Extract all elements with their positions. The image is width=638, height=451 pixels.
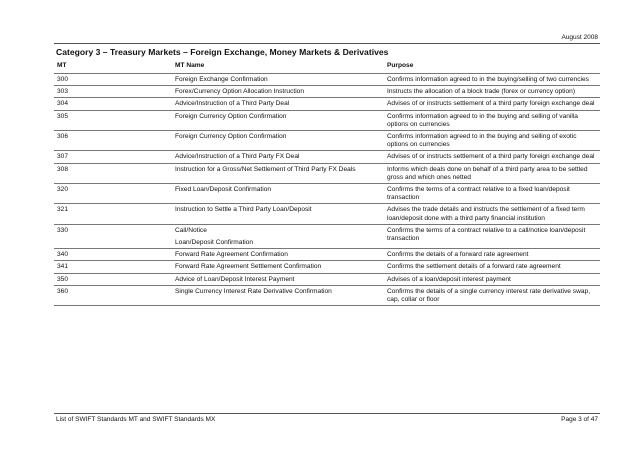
mt-purpose: Confirms the details of a single currency interest rate derivative swap, cap, collar or floor: [384, 285, 600, 305]
mt-name-line: Foreign Currency Option Confirmation: [175, 133, 287, 141]
mt-code: 340: [54, 249, 172, 261]
mt-code: 320: [54, 184, 172, 204]
mt-name-line: Forward Rate Agreement Settlement Confirmation: [175, 263, 322, 271]
mt-code: 300: [54, 74, 172, 86]
mt-code: 306: [54, 131, 172, 151]
document-date: August 2008: [561, 34, 598, 41]
mt-name-line: Loan/Deposit Confirmation: [175, 239, 254, 247]
mt-code: 307: [54, 151, 172, 163]
table-row: [54, 204, 600, 224]
table-row: [54, 151, 600, 163]
mt-name: [172, 98, 384, 110]
mt-name-line: Instruction for a Gross/Net Settlement of Third Party FX Deals: [175, 165, 356, 173]
table-row: [54, 184, 600, 204]
mt-name: [172, 163, 384, 183]
header-mt-name: MT Name: [172, 60, 384, 74]
mt-name: [172, 273, 384, 285]
table-row: [54, 98, 600, 110]
mt-name-line: Advice/Instruction of a Third Party FX Deal: [175, 153, 300, 161]
mt-purpose: Advises of a loan/deposit interest payment: [384, 273, 600, 285]
mt-code: 308: [54, 163, 172, 183]
mt-name: [172, 131, 384, 151]
mt-name: [172, 86, 384, 98]
header-mt: MT: [54, 60, 172, 74]
mt-name-line: Advice/Instruction of a Third Party Deal: [175, 100, 290, 108]
table-row: [54, 224, 600, 248]
mt-name-line: Fixed Loan/Deposit Confirmation: [175, 186, 272, 194]
mt-purpose: Confirms information agreed to in the buying/selling of two currencies: [384, 74, 600, 86]
mt-code: 321: [54, 204, 172, 224]
mt-name: [172, 285, 384, 305]
mt-purpose: Advises the trade details and instructs the settlement of a fixed term loan/deposit done with a third party financial institution: [384, 204, 600, 224]
mt-table: [54, 60, 600, 306]
mt-purpose: Confirms the details of a forward rate agreement: [384, 249, 600, 261]
table-row: [54, 273, 600, 285]
mt-name-line: Foreign Exchange Confirmation: [175, 76, 268, 83]
mt-purpose: Informs which deals done on behalf of a third party area to be settled gross and which ones netted: [384, 163, 600, 183]
table-row: [54, 261, 600, 273]
mt-code: 304: [54, 98, 172, 110]
mt-purpose: Confirms the terms of a contract relative to a fixed loan/deposit transaction: [384, 184, 600, 204]
header-purpose: Purpose: [384, 60, 600, 74]
table-row: [54, 285, 600, 305]
mt-code: 303: [54, 86, 172, 98]
mt-name: [172, 151, 384, 163]
table-row: [54, 249, 600, 261]
mt-purpose: Advises of or instructs settlement of a third party foreign exchange deal: [384, 151, 600, 163]
mt-name-line: Foreign Currency Option Confirmation: [175, 112, 287, 120]
mt-purpose: Advises of or instructs settlement of a third party foreign exchange deal: [384, 98, 600, 110]
footer-rule: [54, 413, 600, 414]
mt-name-line: Forward Rate Agreement Confirmation: [175, 251, 288, 259]
table-row: [54, 74, 600, 86]
mt-code: 341: [54, 261, 172, 273]
mt-purpose: Confirms information agreed to in the buying and selling of vanilla options on currencies: [384, 110, 600, 130]
mt-code: 360: [54, 285, 172, 305]
mt-name-line: Single Currency Interest Rate Derivative Confirmation: [175, 287, 332, 295]
page-number: Page 3 of 47: [561, 416, 598, 423]
mt-code: 350: [54, 273, 172, 285]
mt-name: [172, 224, 384, 248]
mt-name: [172, 184, 384, 204]
table-row: [54, 163, 600, 183]
table-row: [54, 110, 600, 130]
table-row: [54, 86, 600, 98]
mt-name-line: Call/Notice: [175, 226, 207, 234]
mt-purpose: Confirms the terms of a contract relative to a call/notice loan/deposit transaction: [384, 224, 600, 248]
mt-name-line: Instruction to Settle a Third Party Loan/Deposit: [175, 206, 312, 214]
mt-name-line: Advice of Loan/Deposit Interest Payment: [175, 275, 295, 283]
mt-name-line: Forex/Currency Option Allocation Instruction: [175, 88, 305, 96]
mt-name: [172, 74, 384, 86]
mt-name: [172, 249, 384, 261]
page-title: Category 3 – Treasury Markets – Foreign Exchange, Money Markets & Derivatives: [56, 47, 389, 57]
mt-purpose: Confirms information agreed to in the buying and selling of exotic options on currencies: [384, 131, 600, 151]
mt-code: 330: [54, 224, 172, 248]
table-header-row: [54, 60, 600, 74]
mt-purpose: Confirms the settlement details of a forward rate agreement: [384, 261, 600, 273]
mt-name: [172, 261, 384, 273]
footer-document-title: List of SWIFT Standards MT and SWIFT Standards MX: [56, 416, 216, 423]
mt-code: 305: [54, 110, 172, 130]
table-row: [54, 131, 600, 151]
mt-name: [172, 110, 384, 130]
header-rule: [54, 43, 600, 44]
mt-name: [172, 204, 384, 224]
mt-purpose: Instructs the allocation of a block trade (forex or currency option): [384, 86, 600, 98]
